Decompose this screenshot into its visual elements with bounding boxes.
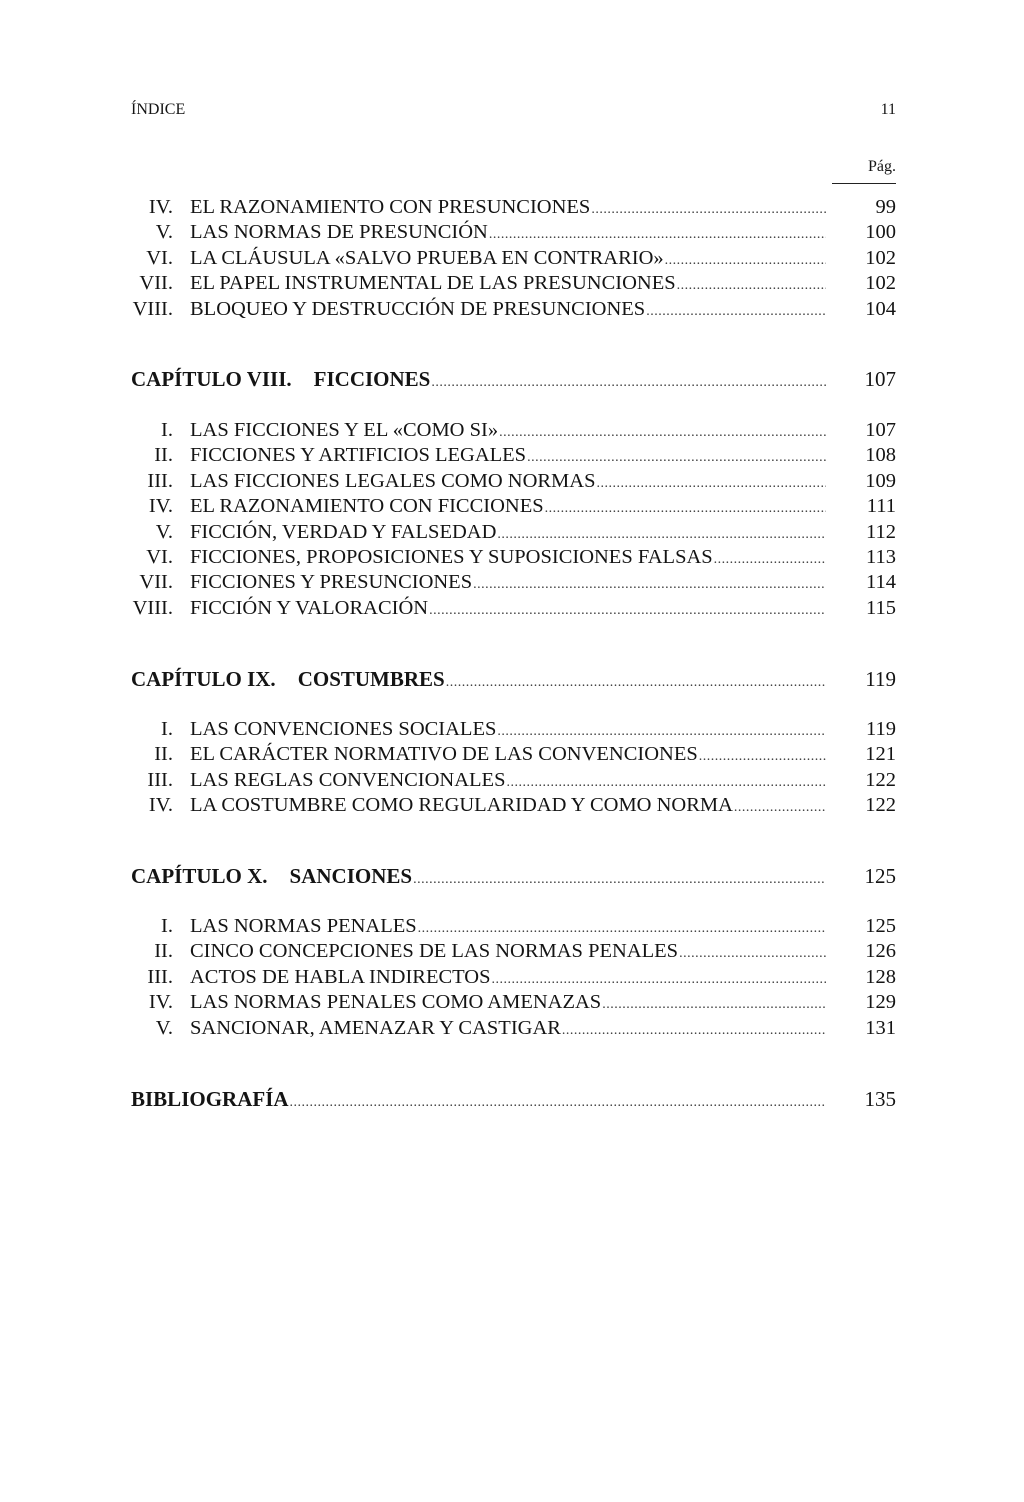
toc-entry-page: 99 <box>875 196 896 218</box>
dot-leader <box>562 1018 826 1043</box>
dot-leader <box>413 866 826 894</box>
toc-entry-title: EL CARÁCTER NORMATIVO DE LAS CONVENCIONES <box>190 743 698 766</box>
bibliography-title: BIBLIOGRAFÍA <box>131 1087 289 1111</box>
running-head <box>131 101 896 123</box>
toc-entry-title: LAS NORMAS PENALES <box>190 915 417 937</box>
dot-leader <box>418 916 826 941</box>
bibliography-block <box>131 1085 896 1113</box>
toc-entry-number: VIII. <box>132 297 173 320</box>
chapter-label: CAPÍTULO IX. <box>131 667 276 691</box>
toc-entry[interactable] <box>131 793 896 818</box>
toc-entry-page: 109 <box>865 469 896 492</box>
toc-entry-title: LAS CONVENCIONES SOCIALES <box>190 718 497 740</box>
toc-entry-number: II. <box>154 940 173 963</box>
toc-entry[interactable] <box>131 520 896 545</box>
toc-entry-title: BLOQUEO Y DESTRUCCIÓN DE PRESUNCIONES <box>190 297 646 320</box>
toc-entry-title: FICCIÓN, VERDAD Y FALSEDAD <box>190 520 497 543</box>
toc-entry[interactable] <box>131 990 896 1015</box>
toc-entry-page: 113 <box>866 545 896 568</box>
chapter-heading <box>131 365 896 393</box>
dot-leader <box>591 197 826 222</box>
toc-entry[interactable] <box>131 220 896 245</box>
dot-leader <box>431 369 826 397</box>
toc-entry-page: 100 <box>865 221 896 244</box>
toc-entry-number: IV. <box>148 495 173 518</box>
toc-entry[interactable] <box>131 965 896 990</box>
toc-entry-title: EL RAZONAMIENTO CON FICCIONES <box>190 495 544 518</box>
toc-entry-number: VI. <box>146 246 173 269</box>
dot-leader <box>497 522 826 547</box>
toc-entry[interactable] <box>131 494 896 519</box>
toc-entry-title: LAS NORMAS PENALES COMO AMENAZAS <box>190 991 602 1014</box>
page-column-label: Pág. <box>868 158 896 175</box>
toc-entry-title: LA CLÁUSULA «SALVO PRUEBA EN CONTRARIO» <box>190 246 664 269</box>
toc-entry-number: IV. <box>148 794 173 817</box>
toc-entry-title: EL PAPEL INSTRUMENTAL DE LAS PRESUNCIONES <box>190 272 676 295</box>
dot-leader <box>734 795 826 820</box>
chapter-title: COSTUMBRES <box>297 667 445 691</box>
dot-leader <box>497 719 826 744</box>
dot-leader <box>290 1089 826 1117</box>
toc-entry[interactable] <box>131 914 896 939</box>
dot-leader <box>714 547 826 572</box>
chapter-title: FICCIONES <box>313 367 431 391</box>
toc-entry-number: V. <box>155 520 173 543</box>
toc-entry-title: EL RAZONAMIENTO CON PRESUNCIONES <box>190 196 591 218</box>
toc-entry-title: LAS REGLAS CONVENCIONALES <box>190 768 506 791</box>
toc-entry[interactable] <box>131 271 896 296</box>
toc-entry-page: 129 <box>865 991 896 1014</box>
dot-leader <box>545 496 826 521</box>
toc-entry[interactable] <box>131 717 896 742</box>
toc-entry-title: CINCO CONCEPCIONES DE LAS NORMAS PENALES <box>190 940 679 963</box>
chapter-x-entries <box>131 914 896 1041</box>
toc-entry-page: 115 <box>866 596 896 619</box>
chapter-heading <box>131 862 896 890</box>
chapter-viii-heading[interactable] <box>131 365 896 393</box>
toc-entry[interactable] <box>131 939 896 964</box>
toc-entry-number: VIII. <box>132 596 173 619</box>
toc-entry-page: 122 <box>865 768 896 791</box>
toc-entry-page: 102 <box>865 246 896 269</box>
toc-entry[interactable] <box>131 545 896 570</box>
toc-entry-page: 126 <box>865 940 896 963</box>
toc-entry[interactable] <box>131 443 896 468</box>
dot-leader <box>492 967 826 992</box>
dot-leader <box>679 941 826 966</box>
dot-leader <box>489 222 826 247</box>
toc-entry-number: III. <box>147 768 173 791</box>
dot-leader <box>506 770 826 795</box>
bibliography-heading[interactable] <box>131 1085 896 1113</box>
toc-entry-title: LAS NORMAS DE PRESUNCIÓN <box>190 221 488 244</box>
chapter-title: SANCIONES <box>289 864 413 888</box>
toc-entry[interactable] <box>131 1016 896 1041</box>
toc-entry-title: FICCIÓN Y VALORACIÓN <box>190 596 429 619</box>
running-head-page-number: 11 <box>880 101 896 118</box>
dot-leader <box>665 248 826 273</box>
toc-entry-number: V. <box>155 1016 173 1039</box>
chapter-heading <box>131 665 896 693</box>
toc-entry-page: 108 <box>865 444 896 467</box>
toc-entry-number: VII. <box>139 272 173 295</box>
toc-entry-title: ACTOS DE HABLA INDIRECTOS <box>190 965 491 988</box>
dot-leader <box>597 471 827 496</box>
dot-leader <box>429 598 826 623</box>
dot-leader <box>699 744 826 769</box>
toc-entry[interactable] <box>131 596 896 621</box>
toc-entry-number: I. <box>161 718 173 740</box>
toc-entry-page: 107 <box>865 419 896 441</box>
toc-entry-number: IV. <box>148 991 173 1014</box>
chapter-label: CAPÍTULO VIII. <box>131 367 292 391</box>
toc-entry-page: 102 <box>865 272 896 295</box>
toc-entry[interactable] <box>131 469 896 494</box>
dot-leader <box>677 273 826 298</box>
toc-entry-page: 128 <box>865 965 896 988</box>
toc-entry-number: II. <box>154 743 173 766</box>
dot-leader <box>646 299 826 324</box>
toc-entry[interactable] <box>131 768 896 793</box>
toc-entry-page: 104 <box>865 297 896 320</box>
dot-leader <box>527 445 826 470</box>
chapter-x-heading[interactable] <box>131 862 896 890</box>
dot-leader <box>446 669 826 697</box>
toc-entry-number: II. <box>154 444 173 467</box>
bibliography-page: 135 <box>864 1087 896 1111</box>
toc-entry[interactable] <box>131 297 896 322</box>
chapter-label: CAPÍTULO X. <box>131 864 268 888</box>
running-head-title: ÍNDICE <box>131 101 186 118</box>
toc-entry-title: FICCIONES Y ARTIFICIOS LEGALES <box>190 444 527 467</box>
toc-continued-block <box>131 195 896 322</box>
toc-entry-number: VII. <box>139 571 173 594</box>
chapter-page: 125 <box>864 864 896 888</box>
toc-entry-number: III. <box>147 469 173 492</box>
toc-entry-number: I. <box>161 419 173 441</box>
toc-entry-page: 125 <box>865 915 896 937</box>
toc-entry-number: IV. <box>148 196 173 218</box>
dot-leader <box>602 992 826 1017</box>
chapter-ix-heading[interactable] <box>131 665 896 693</box>
toc-entry[interactable] <box>131 246 896 271</box>
toc-entry[interactable] <box>131 570 896 595</box>
toc-entry[interactable] <box>131 742 896 767</box>
chapter-viii-entries <box>131 418 896 621</box>
toc-entry-page: 131 <box>865 1016 896 1039</box>
toc-entry[interactable] <box>131 195 896 220</box>
toc-entry-number: I. <box>161 915 173 937</box>
chapter-ix-entries <box>131 717 896 819</box>
toc-entry-page: 111 <box>866 495 896 518</box>
toc-entry-number: V. <box>155 221 173 244</box>
toc-entry-page: 112 <box>866 520 896 543</box>
toc-entry-title: LA COSTUMBRE COMO REGULARIDAD Y COMO NORMA <box>190 794 733 817</box>
toc-entry-page: 119 <box>866 718 896 740</box>
toc-entry-page: 122 <box>865 794 896 817</box>
toc-entry-title: SANCIONAR, AMENAZAR Y CASTIGAR <box>190 1016 561 1039</box>
toc-entry-number: III. <box>147 965 173 988</box>
toc-entry-title: FICCIONES Y PRESUNCIONES <box>190 571 473 594</box>
toc-entry-page: 114 <box>866 571 896 594</box>
chapter-page: 119 <box>865 667 896 691</box>
toc-entry-number: VI. <box>146 545 173 568</box>
toc-entry[interactable] <box>131 418 896 443</box>
chapter-page: 107 <box>864 367 896 391</box>
toc-entry-title: FICCIONES, PROPOSICIONES Y SUPOSICIONES FALSAS <box>190 545 713 568</box>
page-column-rule <box>832 183 896 184</box>
dot-leader <box>473 572 826 597</box>
toc-entry-title: LAS FICCIONES LEGALES COMO NORMAS <box>190 469 596 492</box>
toc-entry-title: LAS FICCIONES Y EL «COMO SI» <box>190 419 499 441</box>
dot-leader <box>499 420 826 445</box>
toc-entry-page: 121 <box>865 743 896 766</box>
